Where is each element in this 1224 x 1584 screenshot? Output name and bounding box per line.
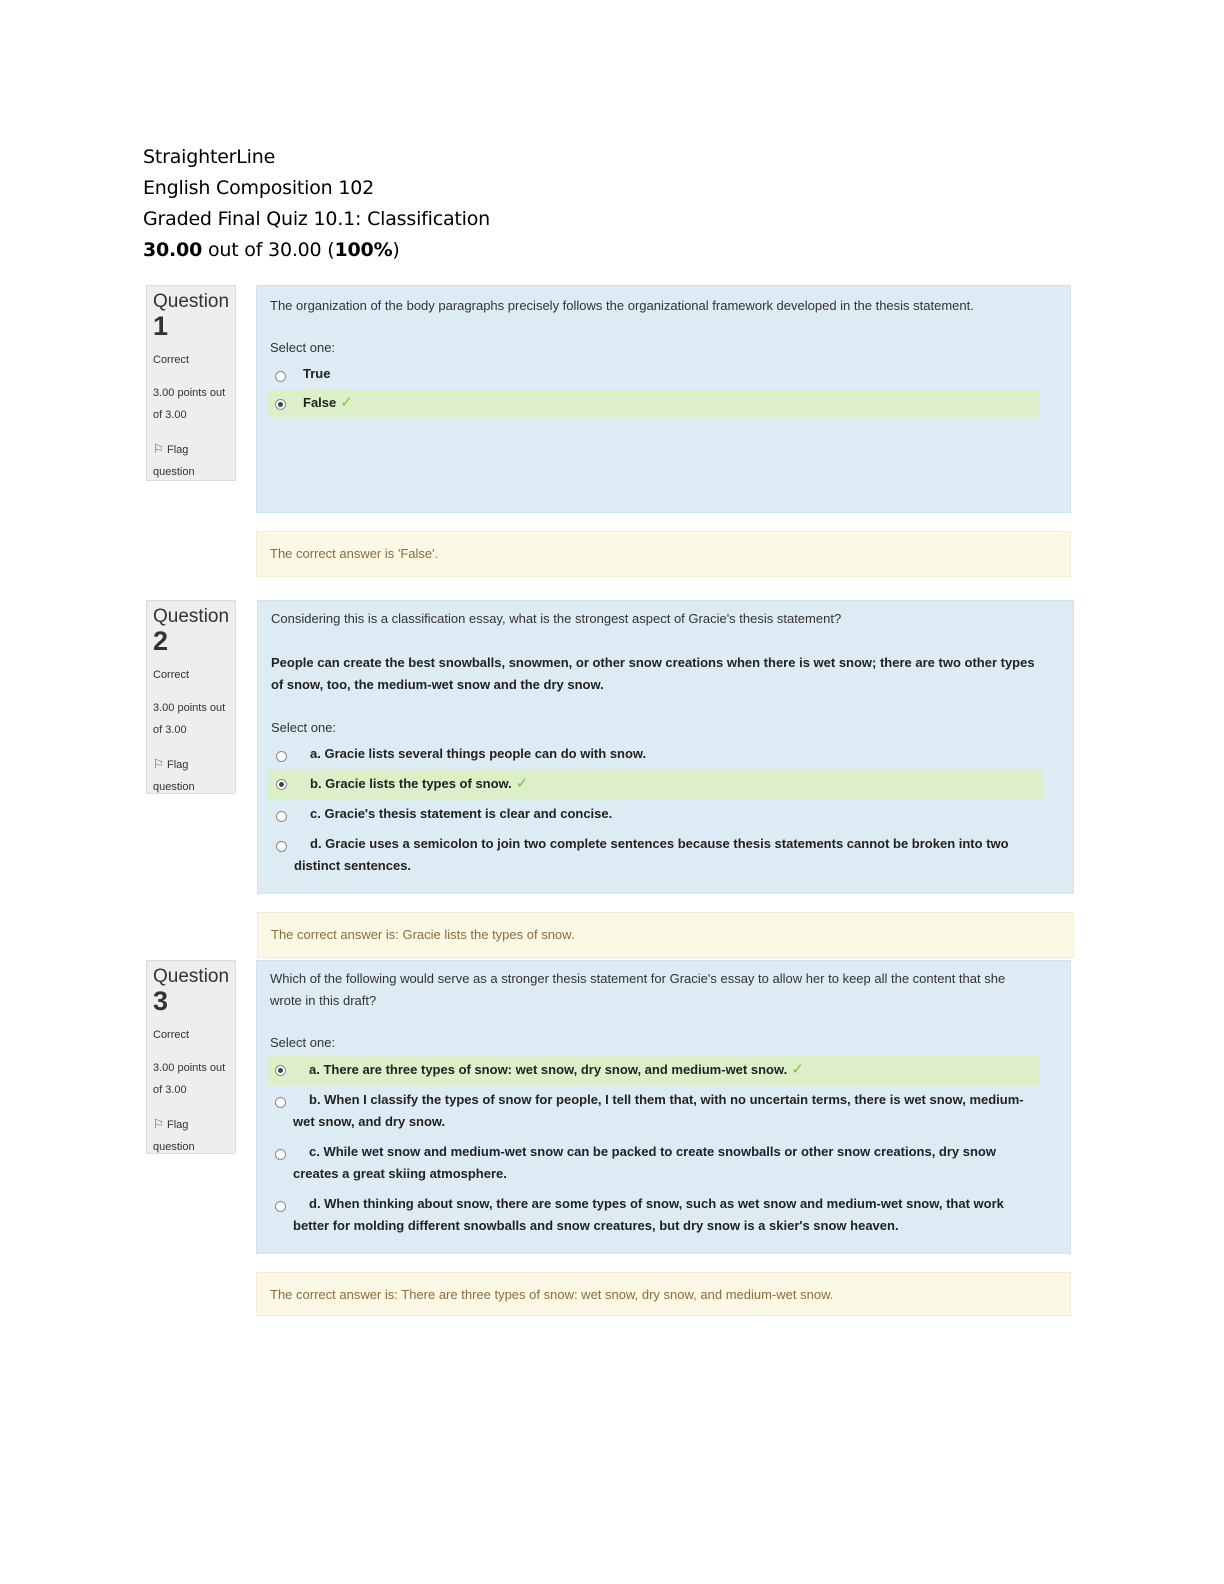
flag-label-2: question xyxy=(153,781,195,793)
grade-line-2: of 3.00 xyxy=(153,1084,187,1096)
provider-name: StraighterLine xyxy=(143,146,276,168)
answer-option[interactable] xyxy=(268,743,1043,771)
thesis-statement: People can create the best snowballs, snowmen, or other snow creations when there is wet snow; there are two other types of snow, too, the medium-wet snow and the dry snow. xyxy=(271,655,1035,692)
question-3-feedback: The correct answer is: There are three types of snow: wet snow, dry snow, and medium-wet snow. xyxy=(256,1272,1071,1316)
select-prompt: Select one: xyxy=(271,720,337,735)
answer-option[interactable] xyxy=(268,833,1043,879)
question-label: Question xyxy=(153,966,230,987)
question-grade xyxy=(153,382,229,426)
question-number: 3 xyxy=(153,986,169,1016)
grade-line-2: of 3.00 xyxy=(153,409,187,421)
radio-button[interactable] xyxy=(275,1201,286,1212)
question-2-info xyxy=(146,600,236,794)
answer-text: c. Gracie's thesis statement is clear and concise. xyxy=(310,806,613,821)
radio-button[interactable] xyxy=(276,811,287,822)
answer-text: d. When thinking about snow, there are some types of snow, such as wet snow and medium-wet snow, that work better for molding different snowballs and snow creatures, but dry snow is a skier's snow heaven. xyxy=(293,1196,1004,1233)
answer-text: False xyxy=(303,395,337,410)
flag-label: Flag xyxy=(167,444,189,456)
question-grade xyxy=(153,697,229,741)
score-value: 30.00 xyxy=(143,239,203,261)
question-state: Correct xyxy=(153,354,190,366)
radio-button[interactable] xyxy=(275,1097,286,1108)
grade-line-2: of 3.00 xyxy=(153,724,187,736)
radio-button[interactable] xyxy=(276,751,287,762)
question-state: Correct xyxy=(153,1029,190,1041)
grade-line-1: 3.00 points out xyxy=(153,387,226,399)
select-prompt: Select one: xyxy=(270,340,336,355)
radio-button-checked[interactable] xyxy=(275,1065,286,1076)
answer-option-selected[interactable] xyxy=(268,769,1043,799)
question-2-feedback: The correct answer is: Gracie lists the types of snow. xyxy=(257,912,1074,958)
answer-option[interactable] xyxy=(267,363,1040,391)
score-rest: out of 30.00 ( xyxy=(202,239,335,261)
flag-icon: ⚐ xyxy=(153,1117,164,1131)
flag-label-2: question xyxy=(153,1141,195,1153)
flag-label-2: question xyxy=(153,466,195,478)
answer-option[interactable] xyxy=(267,1089,1034,1135)
answer-text: c. While wet snow and medium-wet snow can be packed to create snowballs or other snow creations, dry snow creates a great skiing atmosphere. xyxy=(293,1144,996,1181)
question-label: Question xyxy=(153,606,230,627)
question-grade xyxy=(153,1057,229,1101)
flag-question-link[interactable] xyxy=(153,438,229,483)
question-text: The organization of the body paragraphs precisely follows the organizational framework developed in the thesis statement. xyxy=(270,298,974,313)
question-3-content xyxy=(256,960,1071,1254)
question-label: Question xyxy=(153,291,230,312)
answer-option-selected[interactable] xyxy=(267,1055,1040,1085)
question-number: 2 xyxy=(153,626,169,656)
radio-button-checked[interactable] xyxy=(276,779,287,790)
question-text: Considering this is a classification essay, what is the strongest aspect of Gracie's thesis statement? xyxy=(271,611,842,626)
answer-text: b. When I classify the types of snow for people, I tell them that, with no uncertain terms, there is wet snow, medium-wet snow, and dry snow. xyxy=(293,1092,1024,1129)
check-icon: ✓ xyxy=(515,775,529,792)
quiz-score xyxy=(143,235,490,266)
flag-question-link[interactable] xyxy=(153,1113,229,1158)
question-1-content xyxy=(256,285,1071,513)
radio-button-checked[interactable] xyxy=(275,399,286,410)
answer-option[interactable] xyxy=(267,1193,1024,1239)
flag-label: Flag xyxy=(167,1119,189,1131)
flag-label: Flag xyxy=(167,759,189,771)
answer-option[interactable] xyxy=(267,1141,1020,1187)
grade-line-1: 3.00 points out xyxy=(153,702,226,714)
check-icon: ✓ xyxy=(340,394,353,411)
grade-line-1: 3.00 points out xyxy=(153,1062,226,1074)
answer-text: True xyxy=(303,366,331,381)
radio-button[interactable] xyxy=(275,1149,286,1160)
question-1-feedback: The correct answer is 'False'. xyxy=(256,531,1071,577)
course-name: English Composition 102 xyxy=(143,177,375,199)
answer-text: a. There are three types of snow: wet snow, dry snow, and medium-wet snow. xyxy=(309,1062,788,1077)
answer-text: a. Gracie lists several things people can do with snow. xyxy=(310,746,647,761)
quiz-title: Graded Final Quiz 10.1: Classification xyxy=(143,208,491,230)
question-1-info xyxy=(146,285,236,481)
radio-button[interactable] xyxy=(276,841,287,852)
document-header xyxy=(143,142,490,266)
question-text: Which of the following would serve as a stronger thesis statement for Gracie's essay to allow her to keep all the content that she wrote in this draft? xyxy=(270,971,1006,1008)
score-percent: 100% xyxy=(334,239,393,261)
score-close: ) xyxy=(392,239,400,261)
flag-icon: ⚐ xyxy=(153,442,164,456)
check-icon: ✓ xyxy=(791,1061,804,1078)
question-number: 1 xyxy=(153,311,169,341)
question-3-info xyxy=(146,960,236,1154)
flag-question-link[interactable] xyxy=(153,753,229,798)
answer-option[interactable] xyxy=(268,803,1043,831)
answer-option-selected[interactable] xyxy=(267,389,1040,417)
answer-text: b. Gracie lists the types of snow. xyxy=(310,776,512,791)
select-prompt: Select one: xyxy=(270,1035,336,1050)
answer-text: d. Gracie uses a semicolon to join two complete sentences because thesis statements cannot be broken into two distinct sentences. xyxy=(294,836,1009,873)
radio-button[interactable] xyxy=(275,371,286,382)
question-2-content xyxy=(257,600,1074,894)
flag-icon: ⚐ xyxy=(153,757,164,771)
question-state: Correct xyxy=(153,669,190,681)
